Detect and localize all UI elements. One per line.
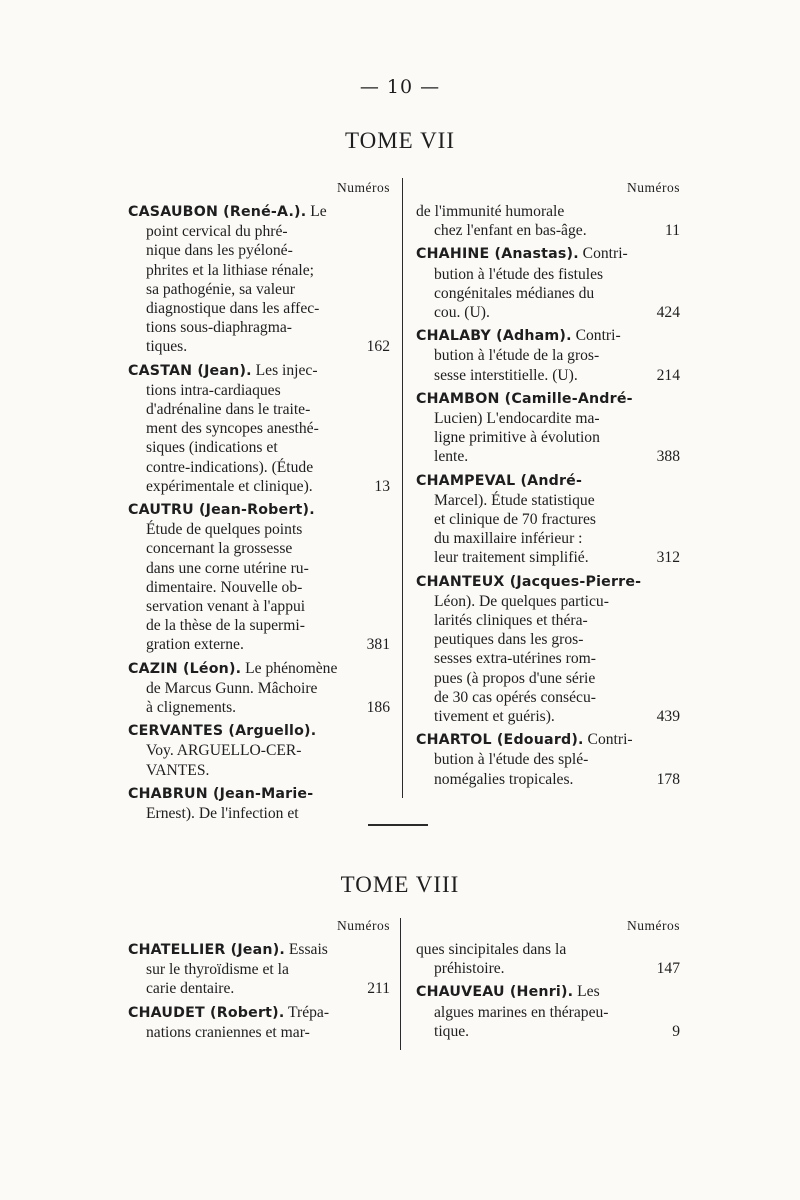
entry-line bbox=[416, 630, 680, 649]
entry-line bbox=[128, 500, 390, 520]
entry-line bbox=[416, 982, 680, 1002]
entry-line bbox=[416, 284, 680, 303]
entry-text: Ernest). De l'infection et bbox=[146, 805, 299, 823]
entry-text: ques sincipitales dans la bbox=[416, 941, 567, 958]
column-header: Numéros bbox=[627, 180, 680, 195]
author-name: CASTAN (Jean). bbox=[128, 362, 252, 379]
entry-text: CHAUVEAU (Henri). Les bbox=[416, 983, 600, 1001]
index-entry bbox=[416, 326, 680, 385]
entry-line bbox=[128, 202, 390, 222]
entry-line bbox=[128, 520, 390, 539]
entry-line bbox=[416, 770, 680, 789]
entry-line bbox=[128, 741, 390, 760]
entry-text: cou. (U). bbox=[434, 304, 490, 322]
entry-number: 424 bbox=[656, 304, 680, 322]
entry-line bbox=[416, 649, 680, 668]
entry-line bbox=[416, 428, 680, 447]
entry-line bbox=[416, 326, 680, 346]
entry-line bbox=[128, 597, 390, 616]
entry-number: 186 bbox=[366, 699, 390, 717]
entry-line bbox=[128, 261, 390, 280]
index-entry bbox=[128, 500, 390, 655]
entry-text: Lucien) L'endocardite ma- bbox=[434, 410, 600, 428]
entry-text: CHAHINE (Anastas). Contri- bbox=[416, 245, 628, 263]
entry-text: chez l'enfant en bas-âge. bbox=[434, 222, 587, 240]
entry-line bbox=[128, 381, 390, 400]
entry-line bbox=[128, 361, 390, 381]
entry-text bbox=[128, 784, 313, 804]
entry-line bbox=[128, 299, 390, 318]
tome-title: TOME VIII bbox=[340, 872, 460, 897]
entry-line bbox=[416, 491, 680, 510]
index-entry bbox=[416, 244, 680, 322]
entry-line bbox=[128, 1023, 390, 1042]
entry-text: préhistoire. bbox=[434, 960, 505, 978]
entry-text: congénitales médianes du bbox=[434, 284, 595, 302]
entry-text: expérimentale et clinique). bbox=[146, 477, 313, 495]
entry-number: 439 bbox=[656, 708, 680, 726]
author-name: CHAUDET (Robert). bbox=[128, 1004, 285, 1021]
entry-text: gration externe. bbox=[146, 636, 244, 654]
entry-text: de 30 cas opérés consécu- bbox=[434, 688, 596, 706]
author-name: CERVANTES (Arguello). bbox=[128, 723, 317, 740]
entry-line bbox=[416, 409, 680, 428]
entry-line bbox=[128, 761, 390, 780]
entry-number: 9 bbox=[672, 1022, 680, 1040]
column-right-tome-vii bbox=[416, 180, 680, 793]
entry-line bbox=[128, 477, 390, 496]
entry-text: Marcel). Étude statistique bbox=[434, 491, 595, 509]
entry-line bbox=[416, 244, 680, 264]
entry-text: pues (à propos d'une série bbox=[434, 669, 596, 687]
entry-line bbox=[416, 669, 680, 688]
entry-line bbox=[416, 707, 680, 726]
entry-text: dimentaire. Nouvelle ob- bbox=[146, 578, 303, 596]
entry-text: carie dentaire. bbox=[146, 980, 235, 998]
entry-text: bution à l'étude des fistules bbox=[434, 265, 604, 283]
entry-text: diagnostique dans les affec- bbox=[146, 300, 320, 318]
author-name: CHALABY (Adham). bbox=[416, 328, 572, 345]
entry-text bbox=[416, 389, 633, 409]
entry-text: Voy. ARGUELLO-CER- bbox=[146, 742, 302, 760]
index-entry bbox=[416, 202, 680, 240]
entry-text bbox=[128, 721, 316, 741]
index-entry bbox=[416, 471, 680, 568]
entry-text: larités cliniques et théra- bbox=[434, 612, 588, 630]
entry-text bbox=[416, 471, 582, 491]
entry-number: 13 bbox=[374, 477, 390, 495]
author-name: CAZIN (Léon). bbox=[128, 660, 242, 677]
column-header: Numéros bbox=[337, 918, 390, 933]
entry-line bbox=[128, 979, 390, 998]
entry-line bbox=[416, 265, 680, 284]
entry-text: CHARTOL (Edouard). Contri- bbox=[416, 731, 633, 749]
index-entry bbox=[416, 389, 680, 467]
entry-text: algues marines en thérapeu- bbox=[434, 1003, 609, 1021]
entry-line bbox=[128, 280, 390, 299]
entry-text: CHAUDET (Robert). Trépa- bbox=[128, 1003, 330, 1021]
entry-text: concernant la grossesse bbox=[146, 540, 293, 558]
entry-line bbox=[128, 318, 390, 337]
entry-number: 162 bbox=[366, 338, 390, 356]
index-entry bbox=[128, 784, 390, 823]
index-entry bbox=[128, 202, 390, 357]
column-header: Numéros bbox=[627, 918, 680, 933]
entry-text: CHALABY (Adham). Contri- bbox=[416, 327, 621, 345]
entry-line bbox=[416, 730, 680, 750]
entry-line bbox=[416, 1022, 680, 1041]
index-entry bbox=[416, 982, 680, 1041]
column-header: Numéros bbox=[337, 180, 390, 195]
entry-line bbox=[128, 940, 390, 960]
entry-line bbox=[128, 804, 390, 823]
entry-number: 147 bbox=[656, 960, 680, 978]
entry-text: siques (indications et bbox=[146, 439, 278, 457]
entry-line bbox=[416, 750, 680, 769]
entry-line bbox=[128, 419, 390, 438]
entry-text: du maxillaire inférieur : bbox=[434, 530, 583, 548]
entry-line bbox=[128, 539, 390, 558]
entry-line bbox=[128, 222, 390, 241]
index-entry bbox=[416, 572, 680, 727]
entry-text: de l'immunité humorale bbox=[416, 203, 565, 220]
entry-number: 312 bbox=[656, 549, 680, 567]
entry-line bbox=[416, 389, 680, 409]
entry-line bbox=[416, 572, 680, 592]
entry-text: VANTES. bbox=[146, 761, 210, 779]
entry-text: ligne primitive à évolution bbox=[434, 429, 600, 447]
entry-text: phrites et la lithiase rénale; bbox=[146, 261, 314, 279]
entry-text: CAZIN (Léon). Le phénomène bbox=[128, 659, 338, 677]
entry-number: 211 bbox=[367, 980, 390, 998]
entry-text: point cervical du phré- bbox=[146, 223, 288, 241]
author-name: CHABRUN (Jean-Marie- bbox=[128, 785, 314, 802]
entry-text: bution à l'étude des splé- bbox=[434, 751, 589, 769]
entry-line bbox=[416, 611, 680, 630]
entry-text: nations craniennes et mar- bbox=[146, 1023, 310, 1041]
entry-text: ment des syncopes anesthé- bbox=[146, 420, 319, 438]
entry-number: 11 bbox=[664, 222, 680, 240]
index-entry bbox=[416, 730, 680, 789]
entry-text: leur traitement simplifié. bbox=[434, 549, 589, 567]
entry-text: CASTAN (Jean). Les injec- bbox=[128, 361, 318, 379]
entry-line bbox=[416, 447, 680, 466]
entry-text: tiques. bbox=[146, 338, 188, 356]
column-divider bbox=[400, 918, 401, 1050]
entry-text: à clignements. bbox=[146, 699, 237, 717]
entry-line bbox=[416, 529, 680, 548]
index-entry bbox=[416, 940, 680, 978]
entry-line bbox=[128, 960, 390, 979]
column-left-tome-viii bbox=[128, 918, 390, 1046]
entry-text: de la thèse de la supermi- bbox=[146, 617, 305, 635]
author-name: CASAUBON (René-A.). bbox=[128, 204, 307, 220]
entry-text: sa pathogénie, sa valeur bbox=[146, 280, 295, 298]
index-entry bbox=[128, 940, 390, 999]
entry-text: d'adrénaline dans le traite- bbox=[146, 401, 311, 419]
entry-line bbox=[416, 940, 680, 959]
page-number: — 10 — bbox=[359, 76, 441, 98]
entry-text: CHATELLIER (Jean). Essais bbox=[128, 941, 328, 958]
column-divider bbox=[402, 178, 403, 798]
entry-line bbox=[128, 241, 390, 260]
author-name: CHAMBON (Camille-André- bbox=[416, 390, 633, 407]
entry-line bbox=[128, 400, 390, 419]
entry-number: 214 bbox=[656, 366, 680, 384]
entry-text: tivement et guéris). bbox=[434, 708, 555, 726]
author-name: CHAHINE (Anastas). bbox=[416, 246, 579, 263]
entry-text: dans une corne utérine ru- bbox=[146, 559, 309, 577]
entry-line bbox=[128, 698, 390, 717]
entry-line bbox=[128, 635, 390, 654]
column-left-tome-vii bbox=[128, 180, 390, 827]
entry-text bbox=[416, 572, 641, 592]
entry-text: bution à l'étude de la gros- bbox=[434, 347, 600, 365]
entry-line bbox=[128, 578, 390, 597]
entry-text: servation venant à l'appui bbox=[146, 598, 306, 616]
index-entry bbox=[128, 659, 390, 718]
entry-line bbox=[128, 1003, 390, 1023]
entry-line bbox=[128, 458, 390, 477]
entry-line bbox=[128, 337, 390, 356]
entry-line bbox=[416, 688, 680, 707]
index-entry bbox=[128, 1003, 390, 1042]
entry-text bbox=[128, 500, 315, 520]
entry-line bbox=[416, 346, 680, 365]
entry-line bbox=[416, 592, 680, 611]
entry-text: nique dans les pyéloné- bbox=[146, 242, 293, 260]
entry-line bbox=[128, 559, 390, 578]
entry-text: nomégalies tropicales. bbox=[434, 770, 574, 788]
author-name: CAUTRU (Jean-Robert). bbox=[128, 502, 315, 519]
entry-line bbox=[128, 679, 390, 698]
index-entry bbox=[128, 721, 390, 780]
entry-text: Étude de quelques points bbox=[146, 521, 303, 539]
entry-line bbox=[128, 659, 390, 679]
entry-text: tions intra-cardiaques bbox=[146, 381, 281, 399]
entry-line bbox=[416, 548, 680, 567]
index-entry bbox=[128, 361, 390, 496]
entry-text: CASAUBON (René-A.). Le bbox=[128, 203, 327, 220]
column-right-tome-viii bbox=[416, 918, 680, 1045]
author-name: CHATELLIER (Jean). bbox=[128, 942, 285, 958]
entry-line bbox=[416, 471, 680, 491]
entry-text: tique. bbox=[434, 1022, 470, 1040]
entry-number: 381 bbox=[366, 636, 390, 654]
tome-title: TOME VII bbox=[344, 128, 455, 153]
entry-text: et clinique de 70 fractures bbox=[434, 511, 596, 529]
entry-line bbox=[416, 202, 680, 221]
entry-line bbox=[416, 510, 680, 529]
entry-line bbox=[416, 303, 680, 322]
entry-line bbox=[416, 959, 680, 978]
entry-line bbox=[416, 1003, 680, 1022]
entry-number: 388 bbox=[656, 448, 680, 466]
entry-line bbox=[128, 721, 390, 741]
entry-text: sur le thyroïdisme et la bbox=[146, 961, 289, 979]
author-name: CHANTEUX (Jacques-Pierre- bbox=[416, 573, 642, 590]
entry-line bbox=[128, 784, 390, 804]
entry-text: sesse interstitielle. (U). bbox=[434, 366, 578, 384]
author-name: CHARTOL (Edouard). bbox=[416, 732, 584, 749]
author-name: CHAMPEVAL (André- bbox=[416, 472, 583, 489]
entry-text: sesses extra-utérines rom- bbox=[434, 650, 596, 668]
entry-line bbox=[416, 366, 680, 385]
entry-text: contre-indications). (Étude bbox=[146, 458, 314, 476]
entry-text: peutiques dans les gros- bbox=[434, 631, 584, 649]
entry-text: tions sous-diaphragma- bbox=[146, 319, 292, 337]
entry-line bbox=[128, 438, 390, 457]
entry-text: de Marcus Gunn. Mâchoire bbox=[146, 679, 318, 697]
entry-line bbox=[416, 221, 680, 240]
entry-text: Léon). De quelques particu- bbox=[434, 592, 609, 610]
entry-line bbox=[128, 616, 390, 635]
entry-text: lente. bbox=[434, 448, 469, 466]
entry-number: 178 bbox=[656, 770, 680, 788]
author-name: CHAUVEAU (Henri). bbox=[416, 984, 574, 1001]
